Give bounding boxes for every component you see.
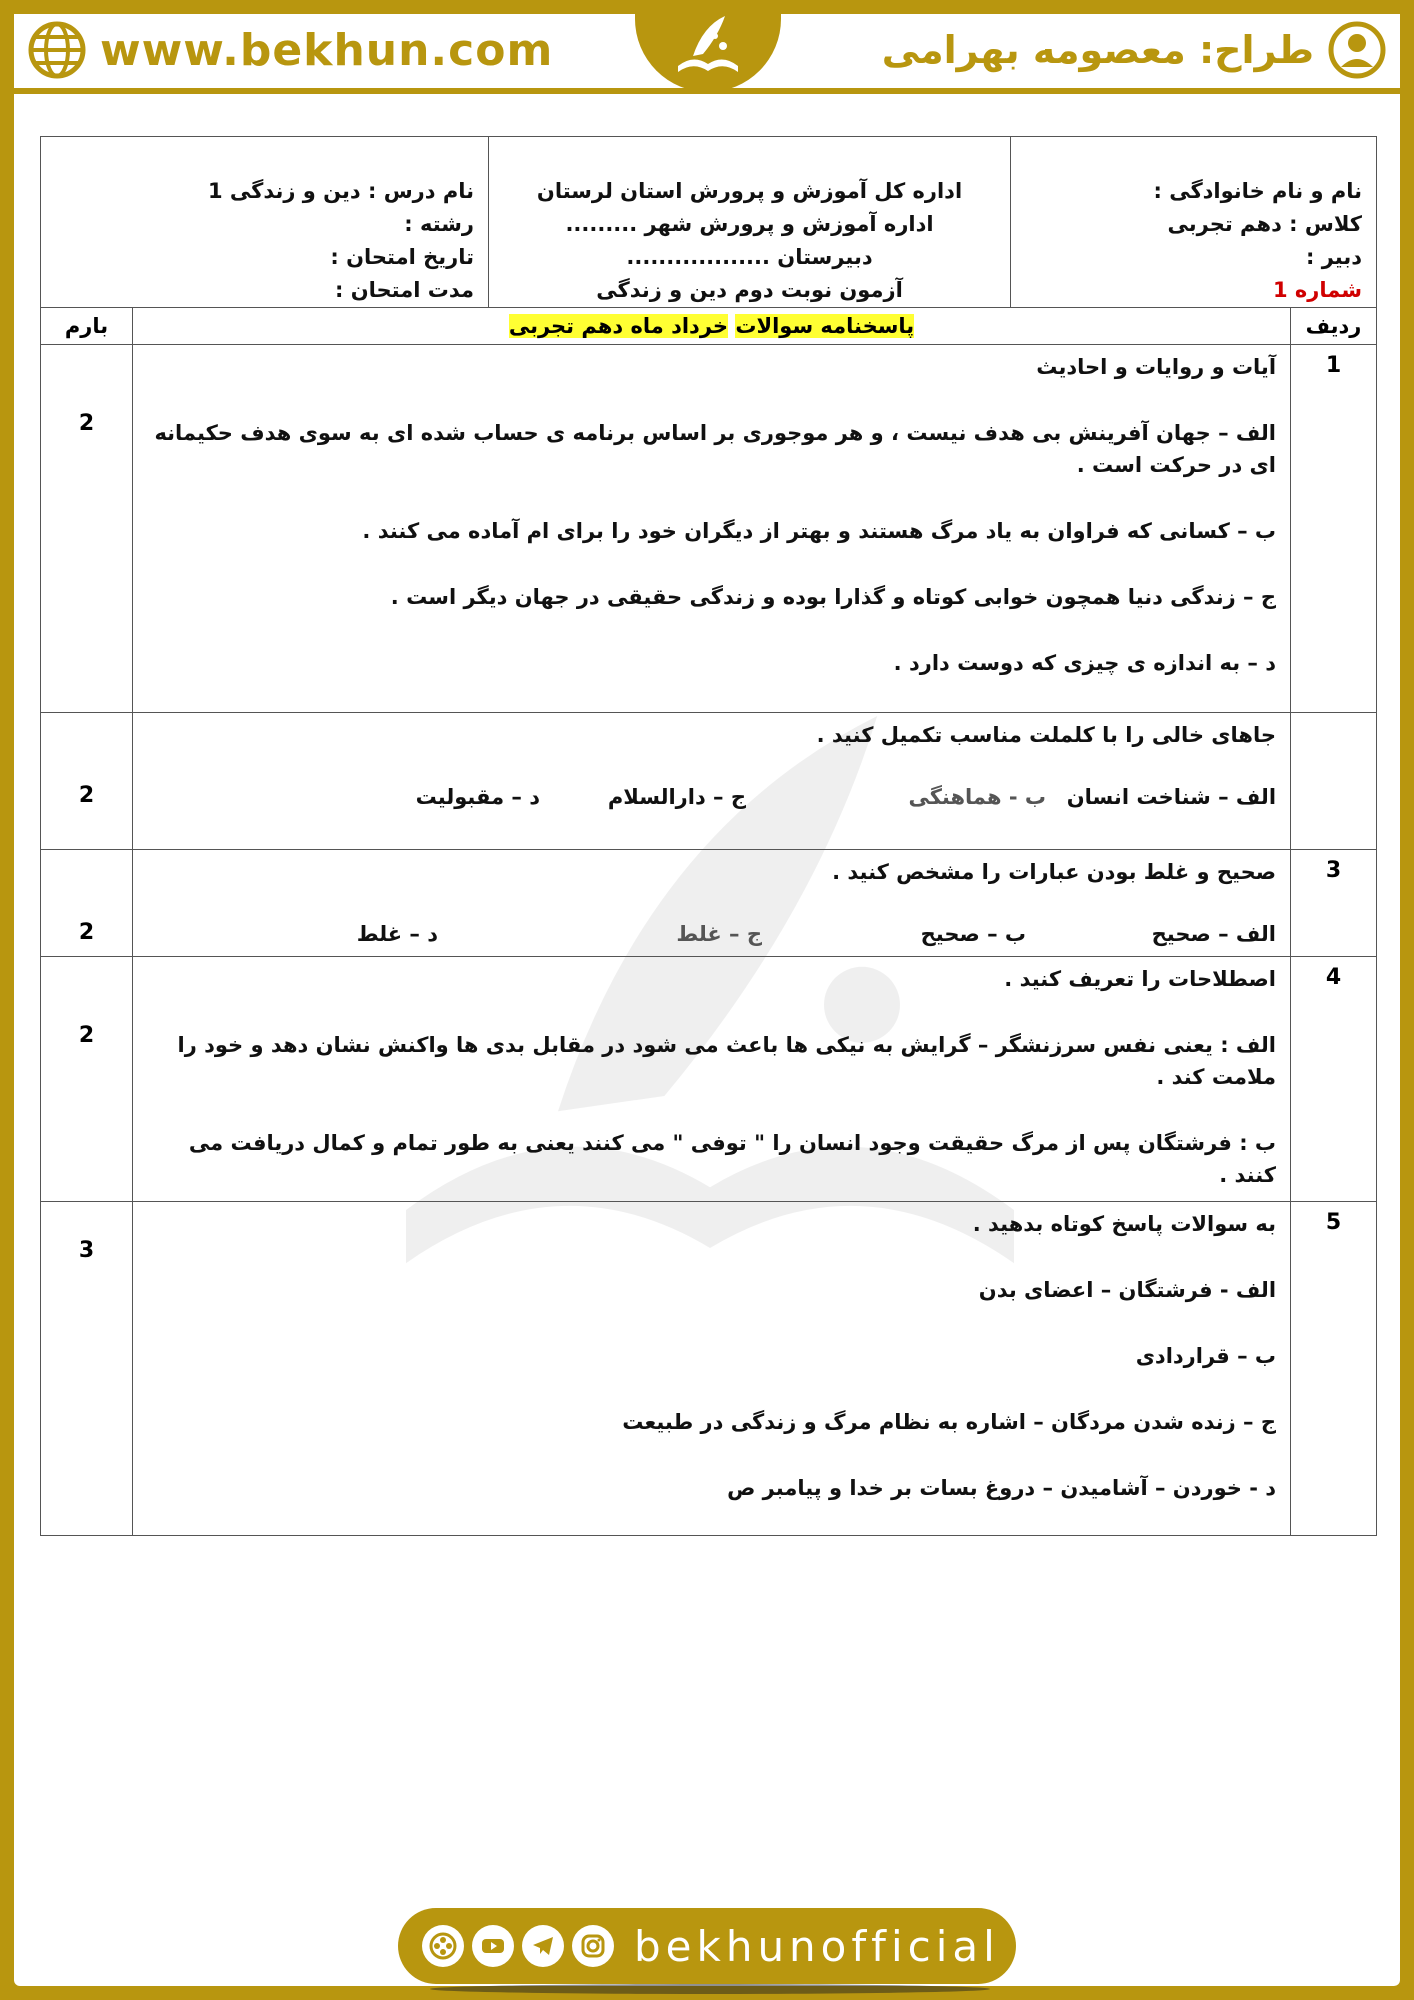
question-number: 3 bbox=[1291, 850, 1377, 957]
designer-credit bbox=[882, 20, 1386, 80]
score-value: 2 bbox=[78, 783, 95, 808]
teacher-field: دبیر : bbox=[1306, 245, 1363, 269]
org-line-1: اداره کل آموزش و پرورش استان لرستان bbox=[536, 179, 963, 203]
instagram-icon[interactable] bbox=[572, 1925, 614, 1967]
answer-item: الف - فرشتگان – اعضای بدن bbox=[978, 1278, 1277, 1302]
score-value: 2 bbox=[78, 1023, 95, 1048]
answer-item: ب : فرشتگان پس از مرگ حقیقت وجود انسان را " توفی " می کنند یعنی به طور تمام و کمال دریافت می کنند . bbox=[188, 1131, 1277, 1187]
date-field: تاریخ امتحان : bbox=[330, 245, 475, 269]
answer-item: د - خوردن – آشامیدن – دروغ بسات بر خدا و پیامبر ص bbox=[727, 1476, 1277, 1500]
answer-item: ج – غلط bbox=[676, 922, 763, 946]
answer-item: الف : یعنی نفس سرزنشگر – گرایش به نیکی ها باعث می شود در مقابل بدی ها واکنش نشان دهد و خود را ملامت کند . bbox=[177, 1033, 1277, 1089]
question-score bbox=[41, 345, 133, 713]
score-value: 2 bbox=[78, 920, 95, 945]
org-line-2: اداره آموزش و پرورش شهر ......... bbox=[565, 212, 934, 236]
youtube-icon[interactable] bbox=[472, 1925, 514, 1967]
designer-text: طراح: معصومه بهرامی bbox=[881, 28, 1314, 72]
title-row bbox=[41, 308, 1377, 345]
question-content bbox=[133, 850, 1291, 957]
user-icon bbox=[1328, 21, 1386, 79]
question-row bbox=[41, 850, 1377, 957]
course-info bbox=[41, 137, 489, 308]
footer-shadow bbox=[430, 1984, 990, 1994]
website-link[interactable] bbox=[28, 20, 553, 80]
question-content bbox=[133, 713, 1291, 850]
question-title: اصطلاحات را تعریف کنید . bbox=[1004, 967, 1277, 991]
exam-number: شماره 1 bbox=[1272, 278, 1363, 302]
row-label-header: ردیف bbox=[1291, 308, 1377, 345]
answer-item: د – غلط bbox=[356, 922, 439, 946]
question-row bbox=[41, 957, 1377, 1202]
social-icons bbox=[422, 1925, 614, 1967]
social-handle[interactable]: bekhunofficial bbox=[634, 1921, 1000, 1971]
social-footer bbox=[398, 1908, 1016, 1984]
website-text: www.bekhun.com bbox=[100, 24, 554, 76]
answer-item: ب - هماهنگی bbox=[908, 785, 1047, 809]
answer-item: الف – شناخت انسان bbox=[1066, 785, 1277, 809]
question-number: 4 bbox=[1291, 957, 1377, 1202]
answer-item: ب – قراردادی bbox=[1135, 1344, 1277, 1368]
question-number bbox=[1291, 713, 1377, 850]
score-value: 2 bbox=[78, 411, 95, 436]
title-part-2: خرداد ماه دهم تجربی bbox=[508, 314, 729, 338]
organization-info bbox=[489, 137, 1011, 308]
answer-items-row bbox=[147, 922, 1276, 946]
score-value: 3 bbox=[78, 1238, 95, 1263]
telegram-icon[interactable] bbox=[522, 1925, 564, 1967]
question-number: 5 bbox=[1291, 1202, 1377, 1536]
answer-item: د – مقبولیت bbox=[415, 785, 541, 809]
title-part-1: پاسخنامه سوالات bbox=[735, 314, 915, 338]
answer-item: ج – زندگی دنیا همچون خوابی کوتاه و گذارا بوده و زندگی حقیقی در جهان دیگر است . bbox=[390, 585, 1277, 609]
exam-line: آزمون نوبت دوم دین و زندگی bbox=[596, 278, 903, 302]
question-score bbox=[41, 957, 133, 1202]
question-row bbox=[41, 713, 1377, 850]
question-number: 1 bbox=[1291, 345, 1377, 713]
question-row bbox=[41, 1202, 1377, 1536]
answer-sheet-title bbox=[133, 308, 1291, 345]
question-content bbox=[133, 957, 1291, 1202]
school-line: دبیرستان .................. bbox=[626, 245, 873, 269]
exam-table bbox=[40, 136, 1377, 1536]
info-row bbox=[41, 137, 1377, 308]
question-row bbox=[41, 345, 1377, 713]
student-name-field: نام و نام خانوادگی : bbox=[1153, 179, 1363, 203]
answer-item: الف – جهان آفرینش بی هدف نیست ، و هر موجوری بر اساس برنامه ی حساب شده ای به سوی هدف حکیمانه ای در حرکت است . bbox=[154, 421, 1277, 477]
book-logo-icon bbox=[663, 6, 753, 86]
aparat-icon[interactable] bbox=[422, 1925, 464, 1967]
question-title: آیات و روایات و احادیث bbox=[1036, 355, 1277, 379]
class-field: کلاس : دهم تجربی bbox=[1167, 212, 1363, 236]
question-content bbox=[133, 345, 1291, 713]
subject-field: نام درس : دین و زندگی 1 bbox=[207, 179, 475, 203]
answer-item: ب – کسانی که فراوان به یاد مرگ هستند و بهتر از دیگران خود را برای ام آماده می کنند . bbox=[362, 519, 1277, 543]
duration-field: مدت امتحان : bbox=[335, 278, 475, 302]
answer-item: ب – صحیح bbox=[920, 922, 1027, 946]
student-info bbox=[1011, 137, 1377, 308]
question-content bbox=[133, 1202, 1291, 1536]
question-score bbox=[41, 1202, 133, 1536]
score-label-header: بارم bbox=[41, 308, 133, 345]
field-field: رشته : bbox=[404, 212, 475, 236]
globe-icon bbox=[28, 21, 86, 79]
question-title: جاهای خالی را با کلملت مناسب تکمیل کنید . bbox=[816, 723, 1277, 747]
answer-item: ج – دارالسلام bbox=[607, 785, 747, 809]
answer-item: الف – صحیح bbox=[1151, 922, 1277, 946]
answer-item: ج – زنده شدن مردگان – اشاره به نظام مرگ و زندگی در طبیعت bbox=[622, 1410, 1277, 1434]
question-score bbox=[41, 713, 133, 850]
question-score bbox=[41, 850, 133, 957]
answer-item: د – به اندازه ی چیزی که دوست دارد . bbox=[893, 651, 1277, 675]
answer-items-row bbox=[147, 785, 1276, 809]
question-title: به سوالات پاسخ کوتاه بدهید . bbox=[972, 1212, 1277, 1236]
question-title: صحیح و غلط بودن عبارات را مشخص کنید . bbox=[832, 860, 1277, 884]
